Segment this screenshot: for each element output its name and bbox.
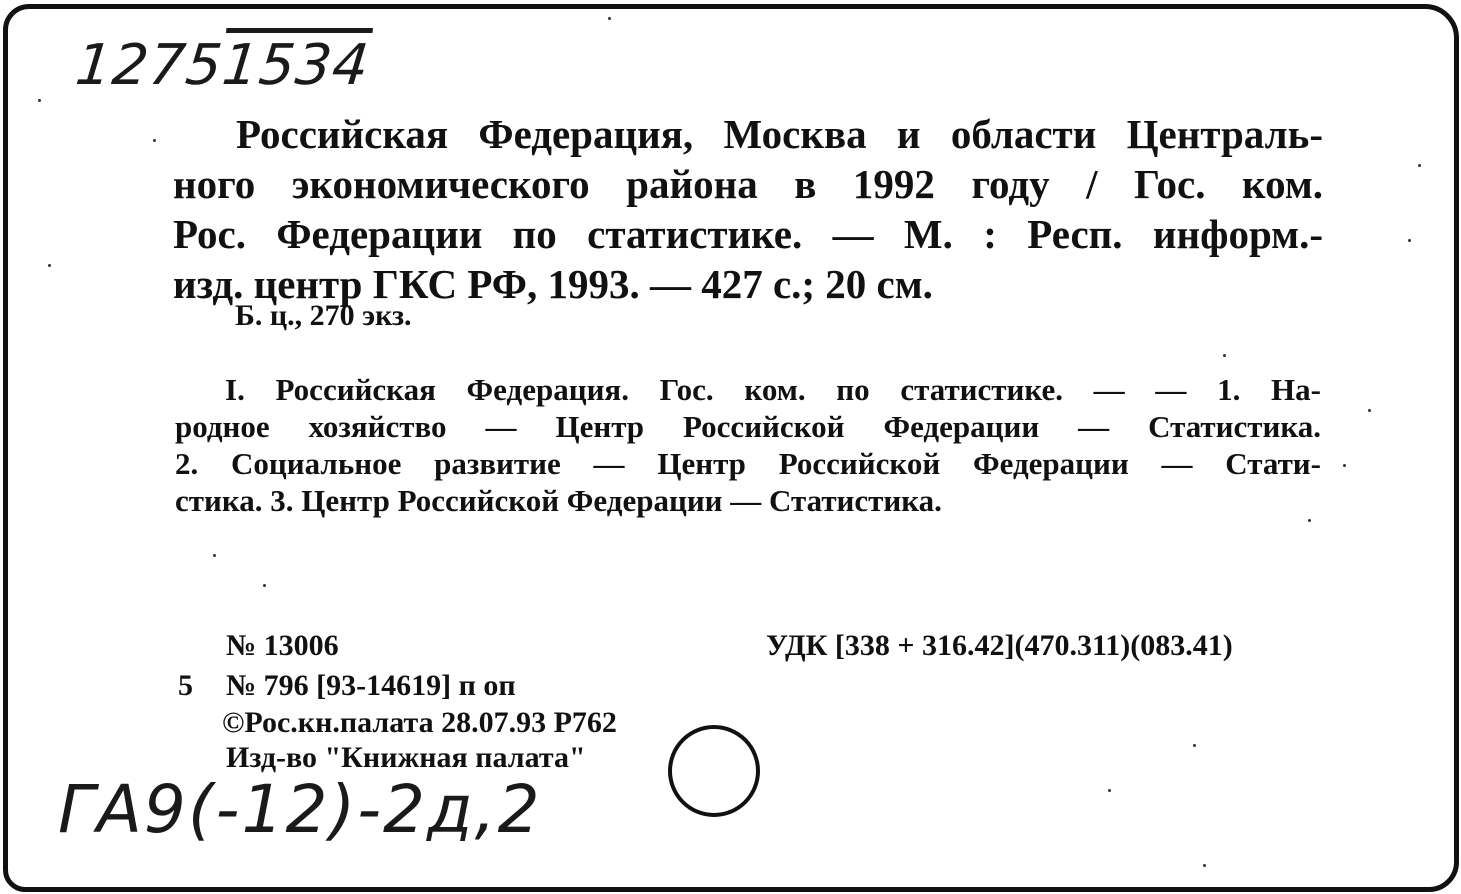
stamp-circle <box>668 725 760 817</box>
order-number: № 796 [93-14619] п оп <box>226 669 516 702</box>
handwritten-inventory-number: 12751534 <box>72 33 373 98</box>
description-line-3: Рос. Федерации по статистике. — М. : Респ. информ.- <box>173 211 1323 257</box>
copyright-line: ©Рос.кн.палата 28.07.93 Р762 <box>222 706 617 739</box>
bibliographic-description <box>173 109 1323 309</box>
speck <box>1108 789 1111 792</box>
speck <box>153 139 156 142</box>
speck <box>1223 354 1226 357</box>
description-line-1: Российская Федерация, Москва и области Централь- <box>236 111 1323 157</box>
speck <box>38 99 41 102</box>
udk-classification: УДК [338 + 316.42](470.311)(083.41) <box>766 629 1233 662</box>
speck <box>608 17 611 20</box>
subject-line-2: родное хозяйство — Центр Российской Федерации — Статистика. <box>175 409 1321 444</box>
speck <box>1193 744 1196 747</box>
speck <box>213 554 216 557</box>
speck <box>1408 239 1411 242</box>
speck <box>1343 464 1346 467</box>
description-line-4: изд. центр ГКС РФ, 1993. — 427 с.; 20 см. <box>173 261 933 307</box>
catalog-card <box>3 4 1459 892</box>
price-and-print-run: Б. ц., 270 экз. <box>235 299 412 332</box>
speck <box>1418 164 1421 167</box>
handwritten-shelfmark: ГА9(-12)-2д,2 <box>58 771 542 848</box>
speck <box>48 264 51 267</box>
speck <box>263 584 266 587</box>
subject-line-4: стика. 3. Центр Российской Федерации — Статистика. <box>175 483 942 518</box>
description-line-2: ного экономического района в 1992 году / Гос. ком. <box>173 161 1323 207</box>
speck <box>1203 864 1206 867</box>
speck <box>1368 409 1371 412</box>
subject-line-1: I. Российская Федерация. Гос. ком. по статистике. — — 1. На- <box>225 372 1321 407</box>
copies-digit: 5 <box>178 669 193 702</box>
subject-line-3: 2. Социальное развитие — Центр Российской Федерации — Стати- <box>175 446 1321 481</box>
publisher-line: Изд-во "Книжная палата" <box>226 741 586 774</box>
record-number: № 13006 <box>226 629 339 662</box>
subject-headings <box>175 371 1321 519</box>
speck <box>1308 519 1311 522</box>
